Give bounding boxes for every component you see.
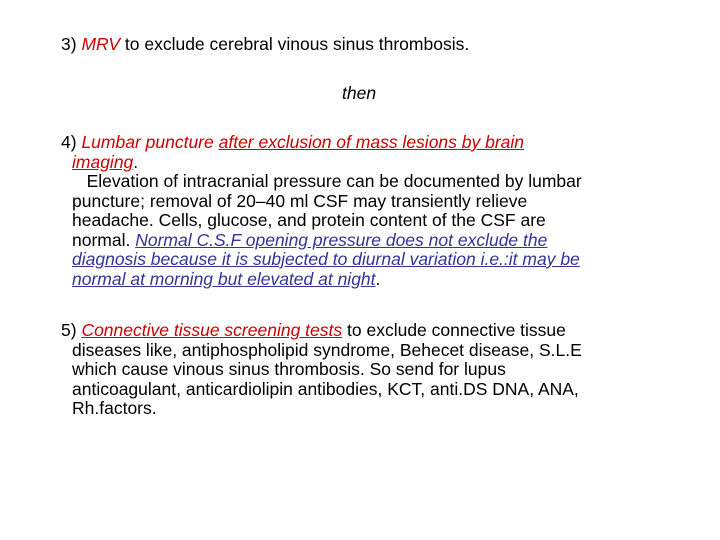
item-4-body-line: puncture; removal of 20–40 ml CSF may transiently relieve bbox=[72, 190, 528, 211]
item-3-highlight: MRV bbox=[81, 34, 121, 54]
item-5-connective-tissue bbox=[61, 321, 701, 419]
item-5-line: anticoagulant, anticardiolipin antibodies, KCT, anti.DS DNA, ANA, bbox=[72, 378, 579, 399]
item-4-body-line: Elevation of intracranial pressure can be documented by lumbar bbox=[72, 171, 582, 191]
item-4-note-line: normal at morning but elevated at night bbox=[72, 268, 376, 289]
item-3-rest: to exclude cerebral vinous sinus thrombosis. bbox=[120, 34, 470, 54]
item-5-line: Rh.factors. bbox=[72, 398, 157, 418]
item-4-period: . bbox=[133, 151, 139, 172]
item-4-body-line: headache. Cells, glucose, and protein content of the CSF are bbox=[72, 210, 546, 230]
item-4-highlight-underlined-1: after exclusion of mass lesions by brain bbox=[218, 132, 525, 152]
item-3-mrv bbox=[61, 35, 469, 55]
item-4-end-period: . bbox=[375, 268, 381, 289]
item-3-prefix: 3) bbox=[61, 34, 82, 54]
item-5-line: which cause vinous sinus thrombosis. So send for lupus bbox=[72, 359, 506, 379]
item-5-prefix: 5) bbox=[61, 320, 82, 340]
item-4-note-line: diagnosis because it is subjected to diurnal variation i.e.:it may be bbox=[72, 249, 580, 269]
item-4-lumbar-puncture bbox=[61, 133, 701, 289]
item-5-line: diseases like, antiphospholipid syndrome, Behecet disease, S.L.E bbox=[72, 339, 582, 360]
item-5-rest: to exclude connective tissue bbox=[342, 320, 566, 340]
item-4-prefix: 4) bbox=[61, 132, 82, 152]
item-4-normal-prefix: normal. bbox=[72, 229, 136, 250]
item-5-highlight: Connective tissue screening tests bbox=[81, 320, 343, 340]
item-4-note-line: Normal C.S.F opening pressure does not exclude the bbox=[135, 229, 548, 250]
then-text: then bbox=[342, 83, 377, 103]
item-4-highlight: Lumbar puncture bbox=[81, 132, 219, 152]
item-4-highlight-underlined-2: imaging bbox=[72, 151, 134, 172]
